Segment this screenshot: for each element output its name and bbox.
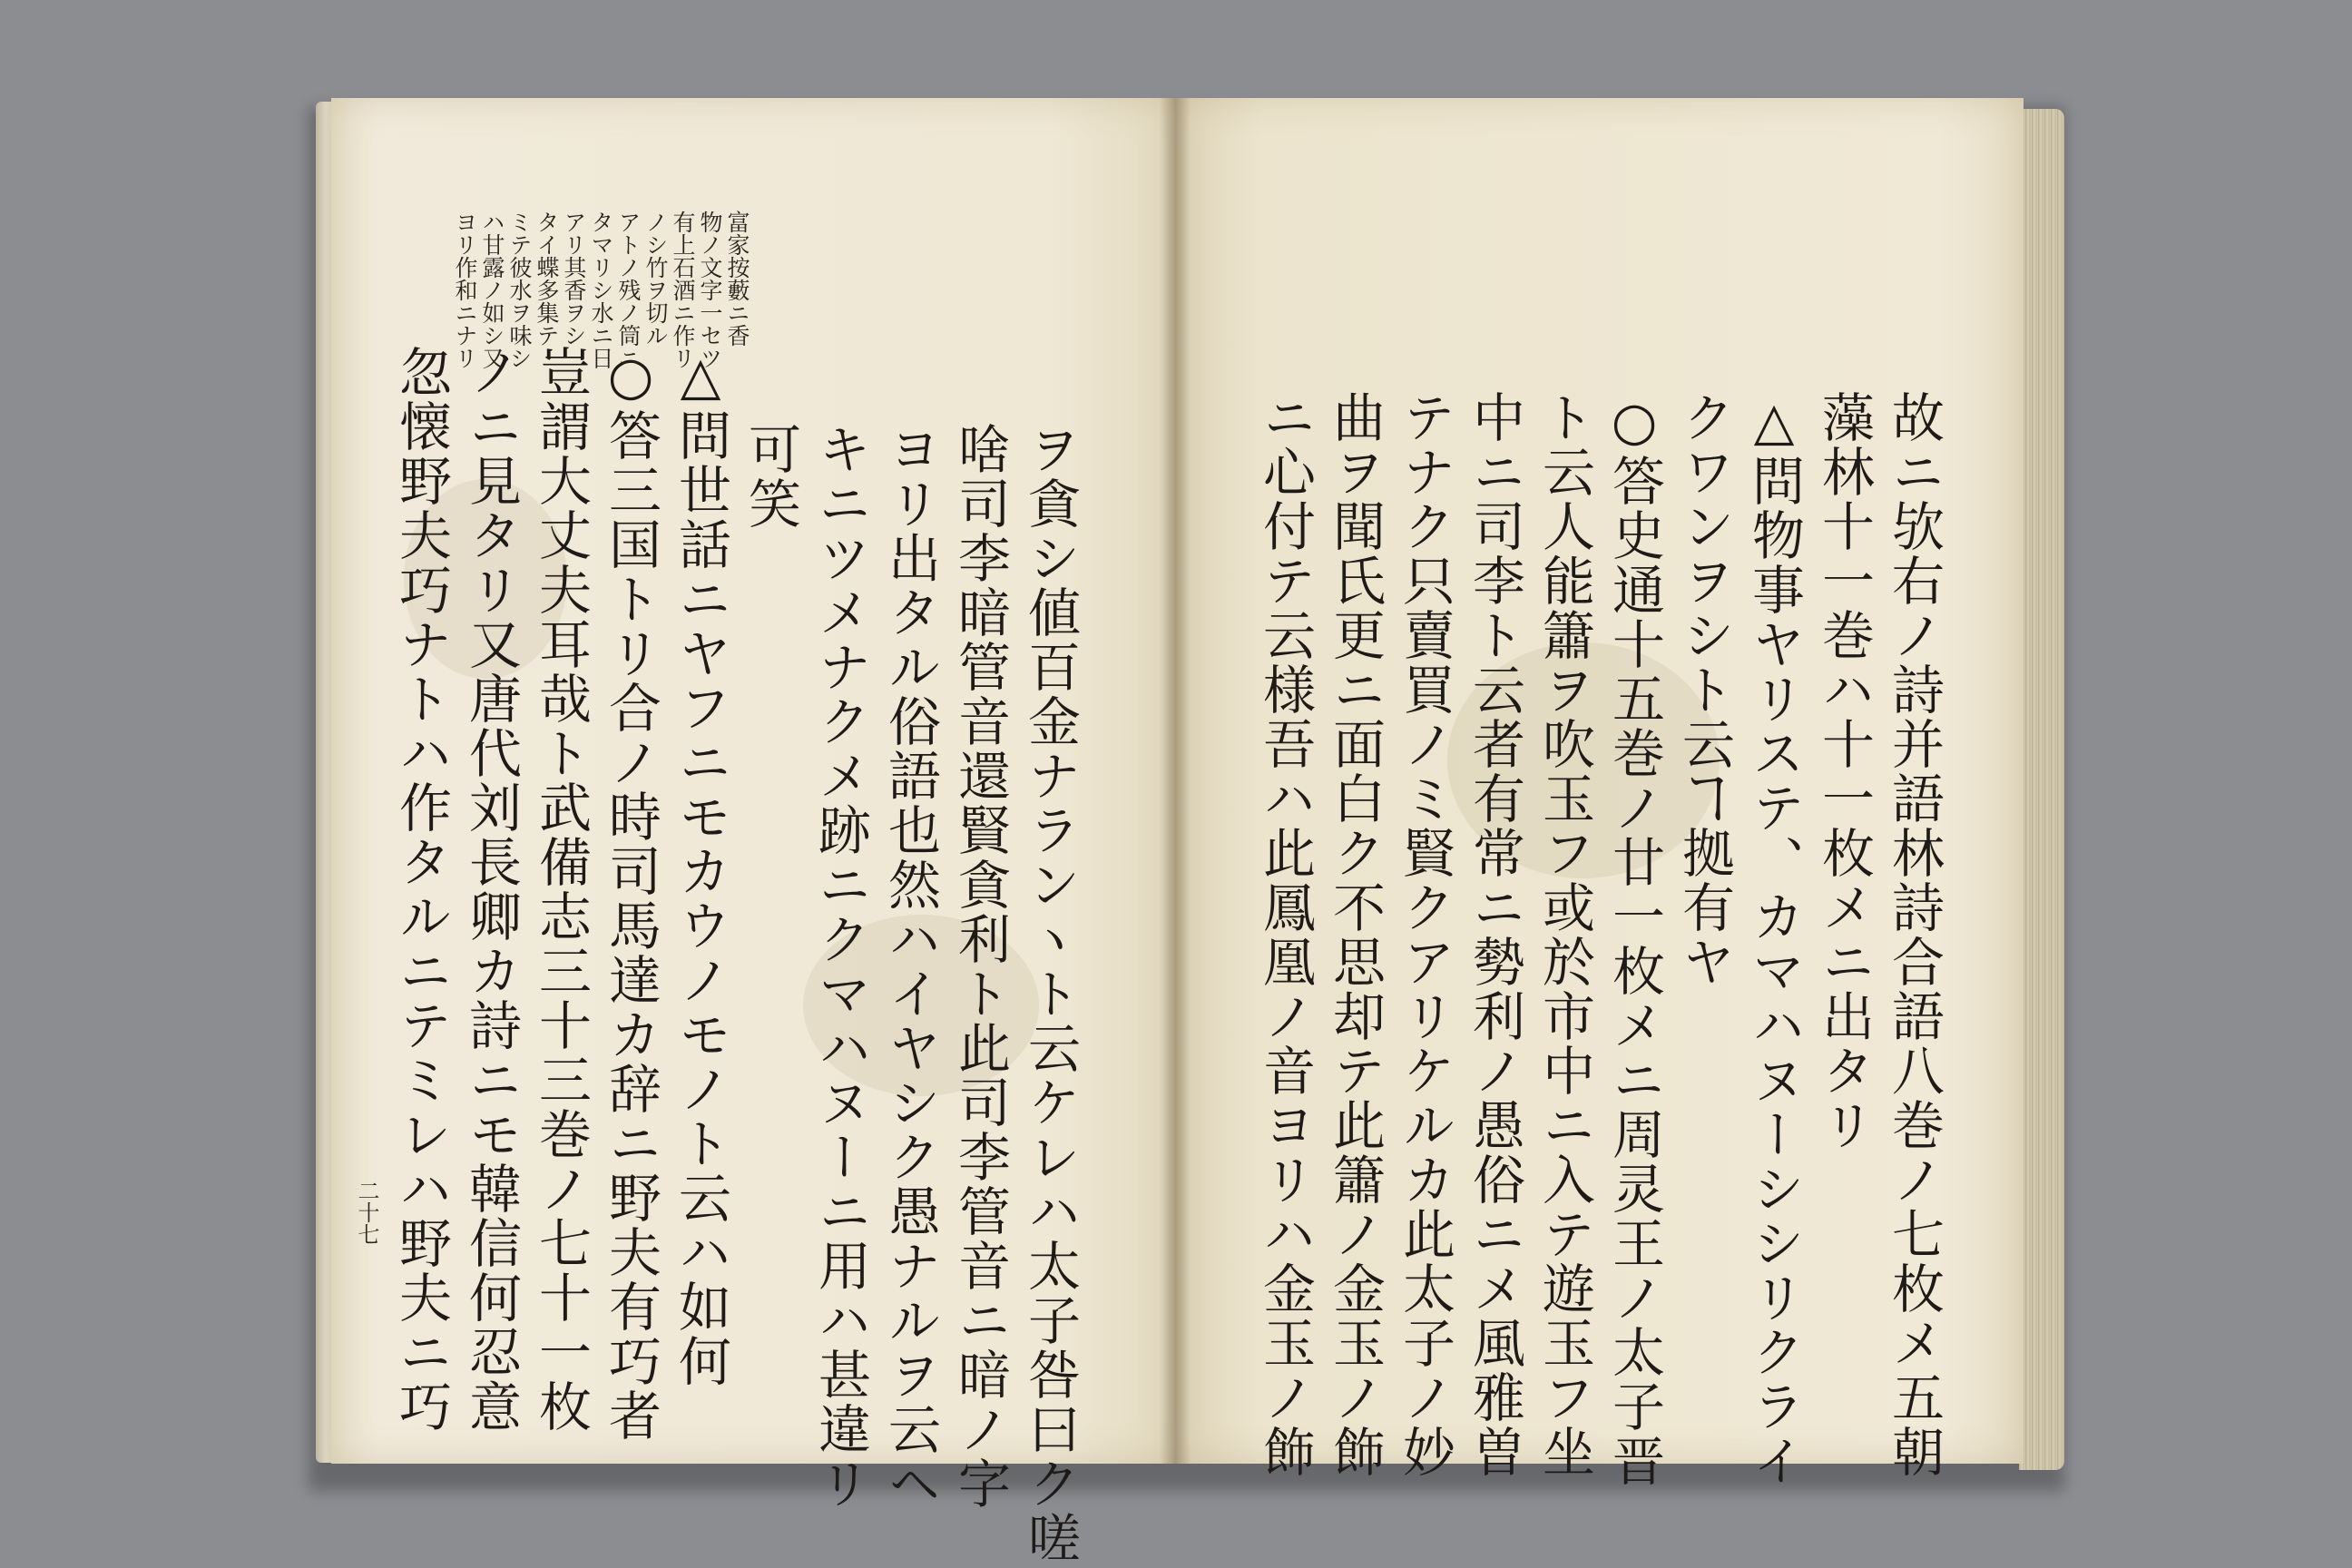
note-column: タイ蝶多集テ [534, 211, 560, 347]
note-column: アトノ残ノ筒ニ [615, 211, 642, 369]
text-column: 曲ヲ聞氏更ニ面白ク不思却テ此簫ノ金玉ノ飾 [1324, 390, 1386, 1479]
book-fore-edge [2019, 109, 2064, 1470]
text-column: ヨリ出タル俗語也然ハイヤシク愚ナルヲ云ヘ [879, 422, 941, 1511]
text-column: 豈謂大丈夫耳哉ト武備志三十三巻ノ七十一枚 [530, 345, 592, 1434]
text-column: テナク只賣買ノミ賢クアリケルカ此太子ノ妙 [1394, 390, 1455, 1479]
text-column: 藻林十一巻ハ十一枚メニ出タリ [1813, 390, 1875, 1152]
note-column: ハ甘露ノ如シ又 [479, 211, 505, 369]
page-number: 二十七 [354, 1180, 379, 1245]
text-column: クワンヲシト云ヿ拠有ヤ [1673, 390, 1735, 989]
text-column: ヲ貪シ値百金ナランヽト云ケレハ太子咎曰ク嗟 [1019, 422, 1081, 1565]
text-column: 啥司李暗管音還賢貪利ト此司李管音ニ暗ノ字 [949, 422, 1011, 1511]
text-column: △問物事ヤリステ、カマハヌーシシリクライ [1743, 390, 1805, 1488]
note-column: 物ノ文字一セツ [697, 211, 723, 369]
text-column: ニ心付テ云様吾ハ此鳳凰ノ音ヨリハ金玉ノ飾 [1254, 390, 1316, 1479]
text-column: ○答史通十五巻ノ廿一枚メニ周灵王ノ太子晋 [1603, 390, 1665, 1488]
note-column: 富家按藪ニ香 [724, 211, 750, 347]
text-column: △問世話ニヤフニモカウノモノト云ハ如何 [670, 345, 731, 1388]
note-column: アリ其香ヲシ [561, 211, 587, 347]
note-column: タマリシ水ニ日 [588, 211, 614, 369]
text-column: 故ニ欤右ノ詩并語林詩合語八巻ノ七枚メ五朝 [1883, 390, 1945, 1479]
text-column: 忽懐野夫巧ナトハ作タルニテミレハ野夫ニ巧 [390, 345, 452, 1434]
note-column: 有上石酒ニ作リ [670, 211, 696, 369]
note-column: ヨリ作和ニナリ [452, 211, 478, 369]
note-column: ノシ竹ヲ切ル [642, 211, 669, 347]
book-gutter [1160, 98, 1191, 1464]
note-column: ミテ彼水ヲ味シ [506, 211, 533, 369]
text-column: 中ニ司李ト云者有常ニ勢利ノ愚俗ニメ風雅曽 [1464, 390, 1525, 1479]
text-column: 可笑 [740, 422, 801, 531]
text-column: ノニ見タリ又唐代刘長卿カ詩ニモ韓信何忍意 [460, 345, 522, 1434]
text-column: ○答三国トリ合ノ時司馬達カ辞ニ野夫有巧者 [600, 345, 662, 1443]
text-column: キニツメナクメ跡ニクマハヌーニ用ハ甚違リ [809, 422, 871, 1511]
text-column: ト云人能簫ヲ吹玉フ或於市中ニ入テ遊玉フ坐 [1534, 390, 1595, 1479]
